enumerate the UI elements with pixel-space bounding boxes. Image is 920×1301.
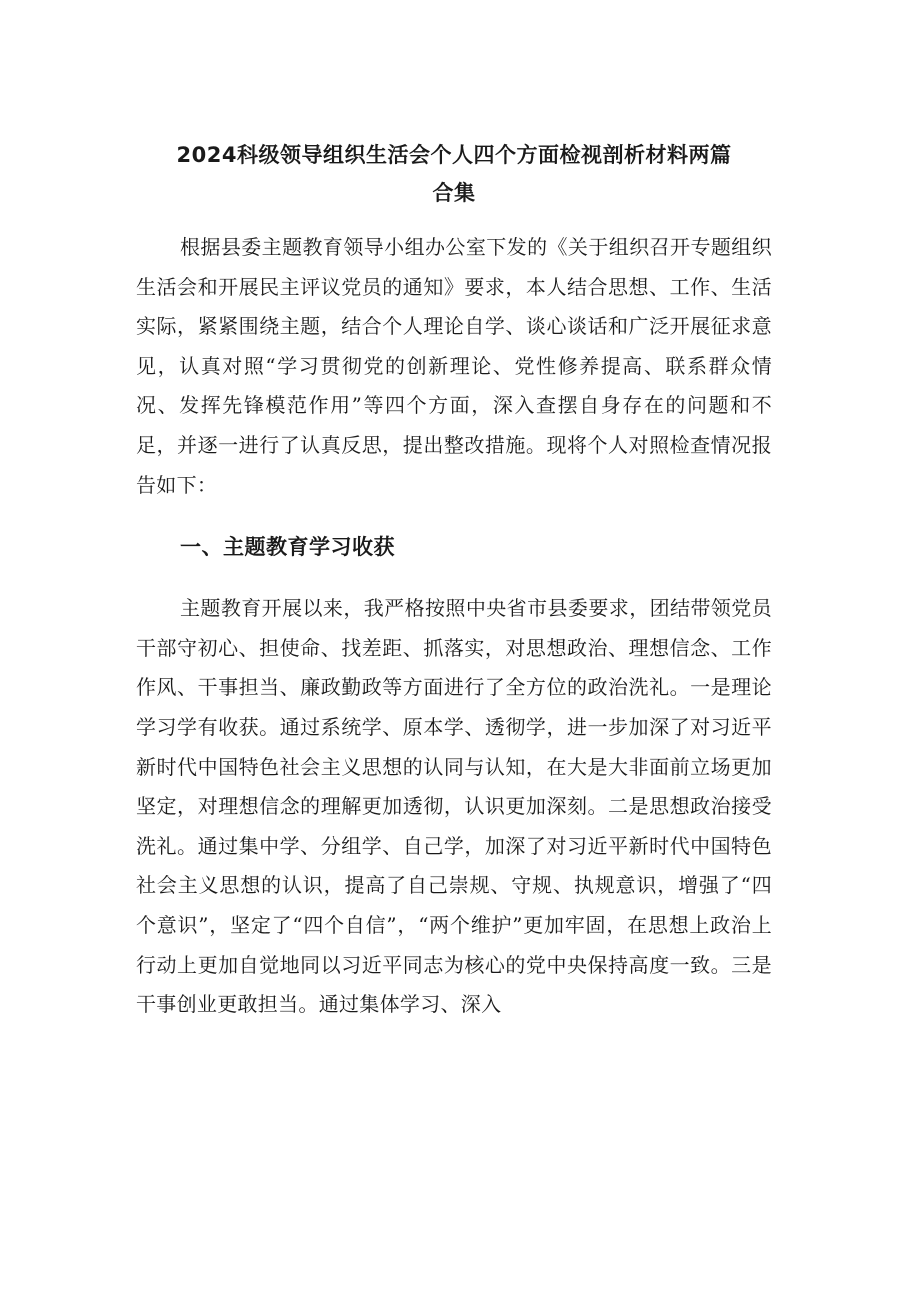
title-line-1: 2024科级领导组织生活会个人四个方面检视剖析材料两篇 bbox=[176, 143, 732, 167]
title-line-2: 合集 bbox=[432, 181, 476, 205]
document-title bbox=[136, 138, 772, 210]
section-1-paragraph: 主题教育开展以来，我严格按照中央省市县委要求，团结带领党员干部守初心、担使命、找差距、抓落实，对思想政治、理想信念、工作作风、干事担当、廉政勤政等方面进行了全方位的政治洗礼。一是理论学习学有收获。通过系统学、原本学、透彻学，进一步加深了对习近平新时代中国特色社会主义思想的认同与认知，在大是大非面前立场更加坚定，对理想信念的理解更加透彻，认识更加深刻。二是思想政治接受洗礼。通过集中学、分组学、自己学，加深了对习近平新时代中国特色社会主义思想的认识，提高了自己崇规、守规、执规意识，增强了“四个意识”，坚定了“四个自信”，“两个维护”更加牢固，在思想上政治上行动上更加自觉地同以习近平同志为核心的党中央保持高度一致。三是干事创业更敢担当。通过集体学习、深入 bbox=[136, 596, 772, 1017]
document-page bbox=[136, 138, 772, 1025]
section-1-heading: 一、主题教育学习收获 bbox=[180, 535, 395, 560]
intro-paragraph: 根据县委主题教育领导小组办公室下发的《关于组织召开专题组织生活会和开展民主评议党员的通知》要求，本人结合思想、工作、生活实际，紧紧围绕主题，结合个人理论自学、谈心谈话和广泛开展征求意见，认真对照“学习贯彻党的创新理论、党性修养提高、联系群众情况、发挥先锋模范作用”等四个方面，深入查摆自身存在的问题和不足，并逐一进行了认真反思，提出整改措施。现将个人对照检查情况报告如下： bbox=[136, 235, 772, 497]
